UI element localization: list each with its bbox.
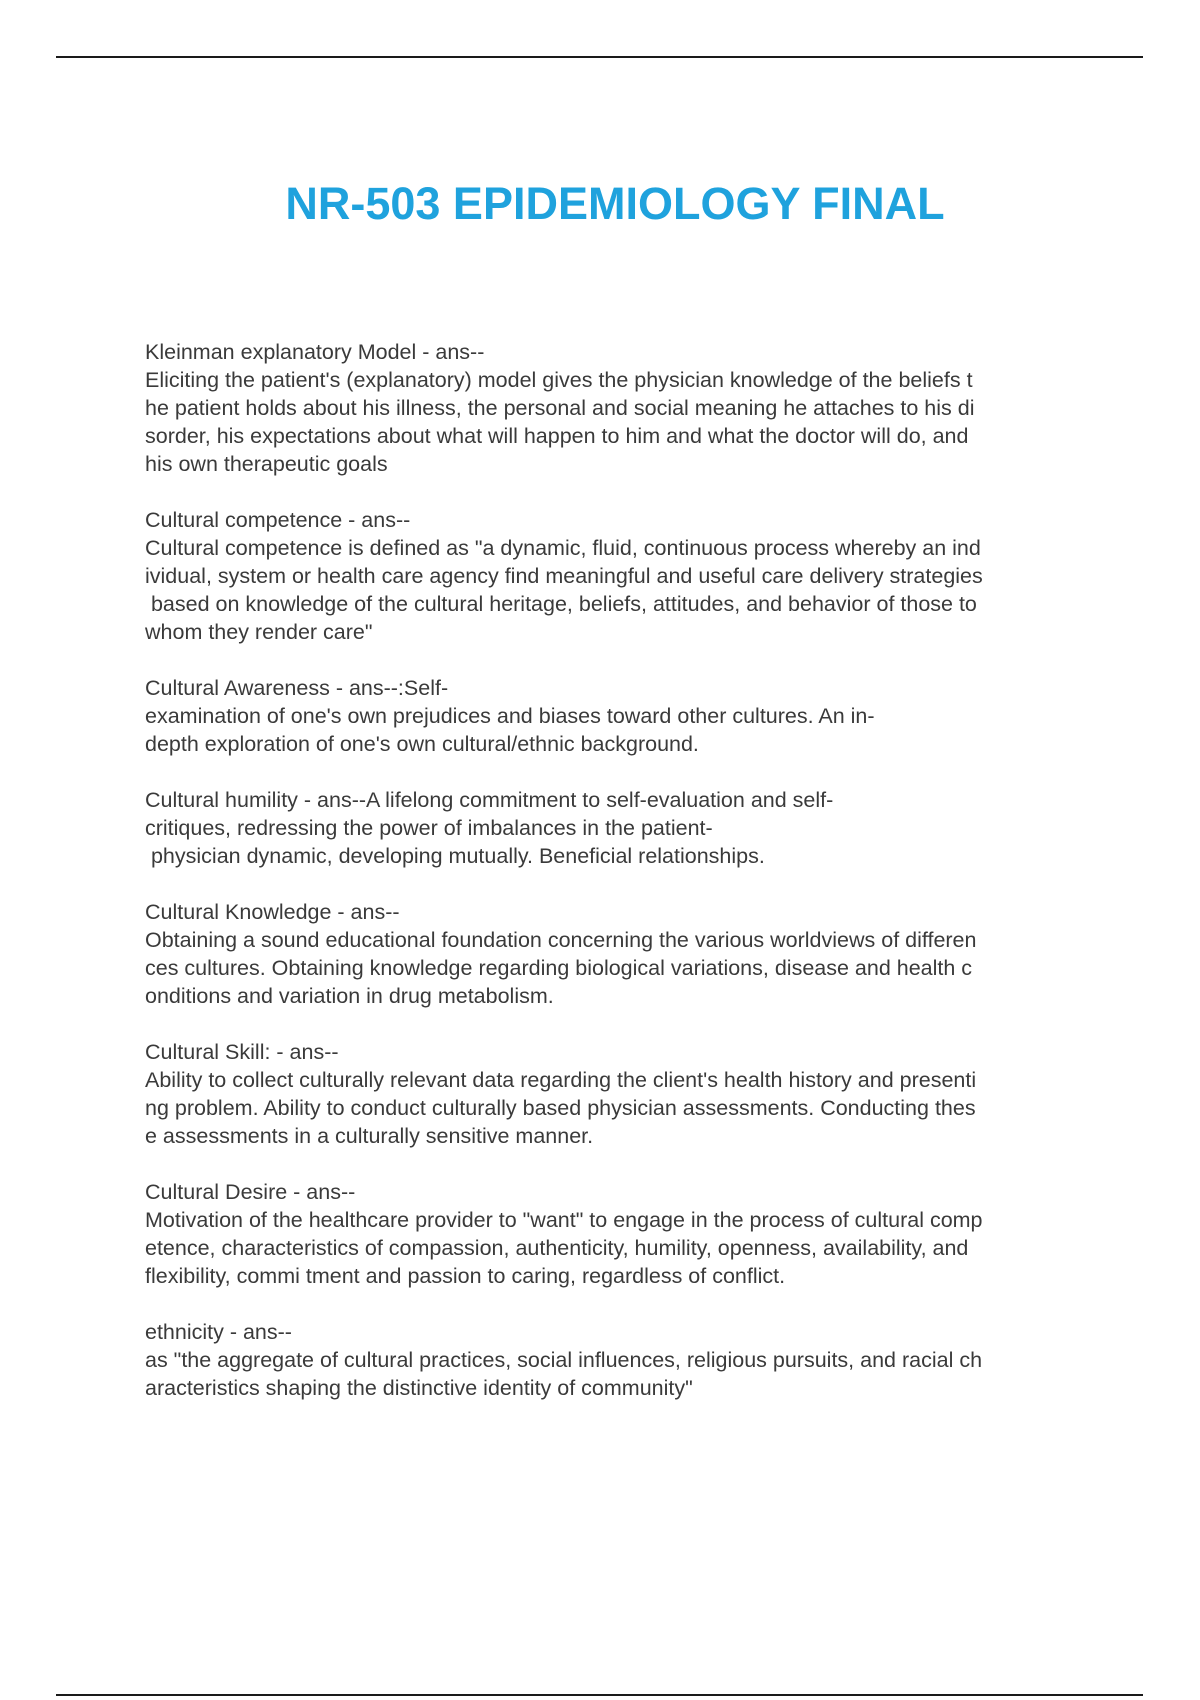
entry-text-line: ces cultures. Obtaining knowledge regarding biological variations, disease and health c xyxy=(145,956,973,980)
entry-text-line: based on knowledge of the cultural heritage, beliefs, attitudes, and behavior of those to xyxy=(145,592,977,616)
entry-text-line: flexibility, commi tment and passion to caring, regardless of conflict. xyxy=(145,1264,786,1288)
entry-text-line: as "the aggregate of cultural practices, social influences, religious pursuits, and racial ch xyxy=(145,1348,983,1372)
entry-text-line: e assessments in a culturally sensitive manner. xyxy=(145,1124,594,1148)
entry-text-line: physician dynamic, developing mutually. Beneficial relationships. xyxy=(145,844,765,868)
entry-text-line: aracteristics shaping the distinctive identity of community" xyxy=(145,1376,693,1400)
entry-text-line: Eliciting the patient's (explanatory) model gives the physician knowledge of the beliefs t xyxy=(145,368,973,392)
entry-cultural-knowledge xyxy=(145,898,1090,1010)
entry-cultural-competence xyxy=(145,506,1090,646)
bottom-rule xyxy=(56,1694,1143,1696)
entry-text-line: ividual, system or health care agency find meaningful and useful care delivery strategies xyxy=(145,564,983,588)
entry-text-line: his own therapeutic goals xyxy=(145,452,388,476)
entry-cultural-desire xyxy=(145,1178,1090,1290)
entry-term: Cultural humility - ans--A lifelong commitment to self-evaluation and self- xyxy=(145,788,834,812)
entry-text-line: Obtaining a sound educational foundation concerning the various worldviews of differen xyxy=(145,928,977,952)
entry-text-line: Motivation of the healthcare provider to "want" to engage in the process of cultural comp xyxy=(145,1208,983,1232)
entry-text-line: he patient holds about his illness, the personal and social meaning he attaches to his di xyxy=(145,396,975,420)
entry-term: Kleinman explanatory Model - ans-- xyxy=(145,340,485,364)
entry-cultural-skill xyxy=(145,1038,1090,1150)
entry-kleinman-model xyxy=(145,338,1090,478)
top-rule xyxy=(56,56,1143,58)
entry-text-line: Cultural competence is defined as "a dynamic, fluid, continuous process whereby an ind xyxy=(145,536,981,560)
entry-cultural-humility xyxy=(145,786,1090,870)
entry-text-line: ng problem. Ability to conduct culturally based physician assessments. Conducting thes xyxy=(145,1096,976,1120)
entry-term: Cultural Awareness - ans--:Self- xyxy=(145,676,449,700)
entry-term: ethnicity - ans-- xyxy=(145,1320,292,1344)
document-title: NR-503 EPIDEMIOLOGY FINAL xyxy=(285,178,945,229)
document-body xyxy=(145,338,1090,1430)
entry-term: Cultural competence - ans-- xyxy=(145,508,411,532)
entry-text-line: etence, characteristics of compassion, authenticity, humility, openness, availability, and xyxy=(145,1236,969,1260)
entry-text-line: whom they render care" xyxy=(145,620,373,644)
entry-term: Cultural Knowledge - ans-- xyxy=(145,900,400,924)
entry-text-line: Ability to collect culturally relevant data regarding the client's health history and presenti xyxy=(145,1068,977,1092)
entry-term: Cultural Skill: - ans-- xyxy=(145,1040,339,1064)
entry-text-line: critiques, redressing the power of imbalances in the patient- xyxy=(145,816,713,840)
entry-cultural-awareness xyxy=(145,674,1090,758)
entry-text-line: sorder, his expectations about what will happen to him and what the doctor will do, and xyxy=(145,424,969,448)
entry-text-line: examination of one's own prejudices and biases toward other cultures. An in- xyxy=(145,704,875,728)
entry-text-line: onditions and variation in drug metabolism. xyxy=(145,984,554,1008)
entry-ethnicity xyxy=(145,1318,1090,1402)
entry-text-line: depth exploration of one's own cultural/ethnic background. xyxy=(145,732,699,756)
entry-term: Cultural Desire - ans-- xyxy=(145,1180,356,1204)
